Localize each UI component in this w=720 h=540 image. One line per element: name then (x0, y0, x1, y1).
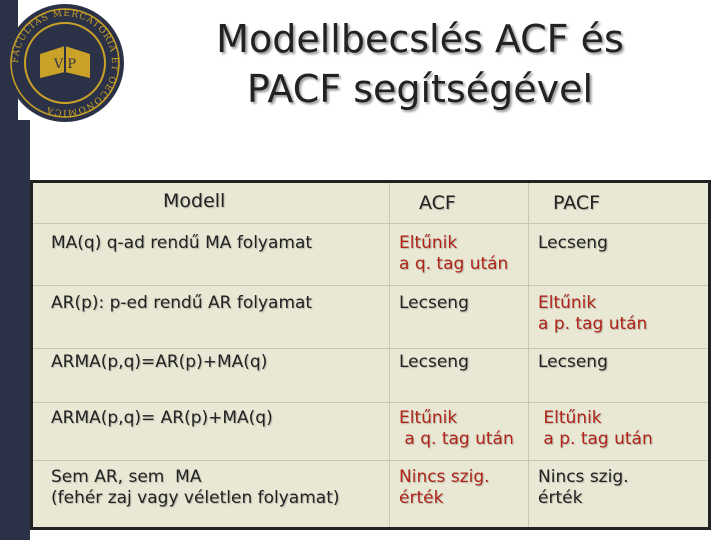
row-3-model: ARMA(p,q)=AR(p)+MA(q) (51, 352, 268, 372)
row-5-acf: Nincs szig. érték (399, 467, 490, 508)
title-line-1: Modellbecslés ACF és (216, 17, 624, 61)
table-row-divider (33, 460, 708, 461)
row-1-model: MA(q) q-ad rendű MA folyamat (51, 233, 313, 253)
slide-title (140, 14, 700, 114)
table-row-divider (33, 223, 708, 224)
table-row-divider (33, 348, 708, 349)
row-2-pacf: Eltűnik a p. tag után (538, 293, 648, 334)
seal-ring-text: FACULTAS MERCATORIA ET OECONOMICA (10, 8, 120, 118)
row-3-acf: Lecseng (399, 352, 469, 372)
table-row-divider (33, 285, 708, 286)
seal-monogram: V P (53, 57, 77, 72)
university-seal-logo (6, 4, 124, 122)
row-5-pacf: Nincs szig. érték (538, 467, 629, 508)
row-2-acf: Lecseng (399, 293, 469, 313)
row-4-acf: Eltűnik a q. tag után (399, 408, 514, 449)
table-row-divider (33, 402, 708, 403)
header-model: Modell (163, 190, 226, 212)
table-column-divider (528, 183, 529, 527)
title-line-2: PACF segítségével (246, 67, 594, 111)
model-comparison-table (30, 180, 711, 530)
row-2-model: AR(p): p-ed rendű AR folyamat (51, 293, 313, 313)
header-pacf: PACF (553, 192, 601, 214)
row-1-pacf: Lecseng (538, 233, 608, 253)
row-4-pacf: Eltűnik a p. tag után (543, 408, 653, 449)
row-5-model: Sem AR, sem MA (fehér zaj vagy véletlen folyamat) (51, 467, 340, 508)
row-3-pacf: Lecseng (538, 352, 608, 372)
row-1-acf: Eltűnik a q. tag után (399, 233, 509, 274)
left-sidebar-panel (0, 120, 30, 540)
header-acf: ACF (419, 192, 456, 214)
table-column-divider (389, 183, 390, 527)
row-4-model: ARMA(p,q)= AR(p)+MA(q) (51, 408, 273, 428)
